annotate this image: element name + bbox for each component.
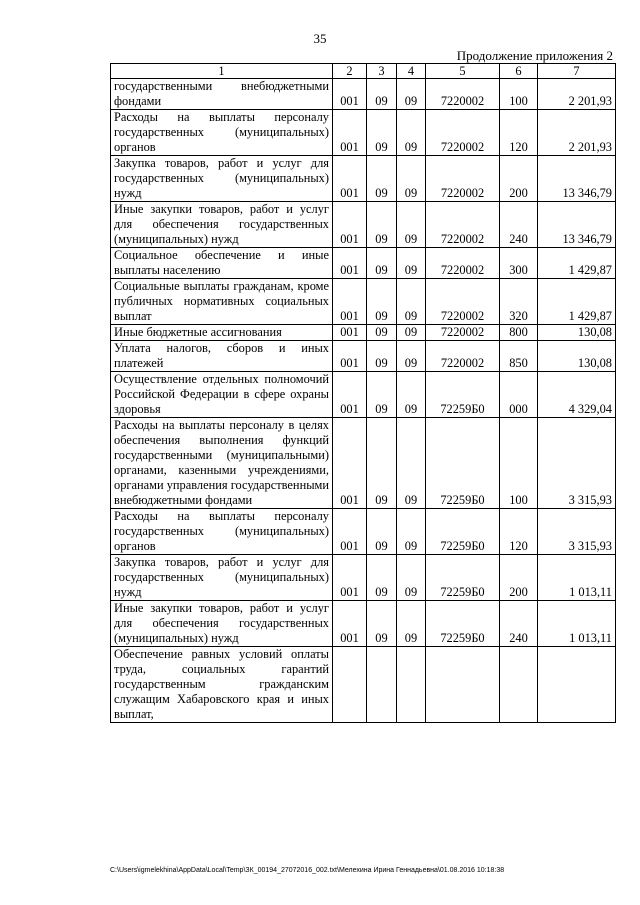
amount-cell: 1 013,11 — [538, 555, 616, 601]
target-item-code-cell: 72259Б0 — [426, 509, 500, 555]
item-name-cell: Расходы на выплаты персоналу государственных (муниципальных) органов — [111, 110, 333, 156]
subsection-code-cell: 09 — [397, 372, 426, 418]
item-name-cell: Социальные выплаты гражданам, кроме публичных нормативных социальных выплат — [111, 279, 333, 325]
amount-cell: 4 329,04 — [538, 372, 616, 418]
table-row — [111, 110, 616, 156]
section-code-cell: 09 — [367, 248, 397, 279]
section-code-cell — [367, 647, 397, 723]
section-code-cell: 09 — [367, 79, 397, 110]
item-name-cell: Иные закупки товаров, работ и услуг для обеспечения государственных (муниципальных) нужд — [111, 601, 333, 647]
subsection-code-cell: 09 — [397, 341, 426, 372]
section-code-cell: 09 — [367, 509, 397, 555]
table-row — [111, 79, 616, 110]
item-name-cell: Обеспечение равных условий оплаты труда, социальных гарантий государственным гражданским служащим Хабаровского края и иных выплат, — [111, 647, 333, 723]
column-header: 1 — [111, 64, 333, 79]
target-item-code-cell: 7220002 — [426, 279, 500, 325]
subsection-code-cell: 09 — [397, 202, 426, 248]
subsection-code-cell — [397, 647, 426, 723]
subsection-code-cell: 09 — [397, 555, 426, 601]
table-row — [111, 248, 616, 279]
ministry-code-cell: 001 — [333, 110, 367, 156]
item-name-cell: Уплата налогов, сборов и иных платежей — [111, 341, 333, 372]
amount-cell: 130,08 — [538, 341, 616, 372]
table-row — [111, 509, 616, 555]
target-item-code-cell: 7220002 — [426, 325, 500, 341]
target-item-code-cell: 72259Б0 — [426, 555, 500, 601]
amount-cell: 13 346,79 — [538, 156, 616, 202]
table-row — [111, 279, 616, 325]
expense-type-code-cell: 100 — [500, 418, 538, 509]
table-row — [111, 156, 616, 202]
table-row — [111, 372, 616, 418]
table-header-row — [111, 64, 616, 79]
table-row — [111, 647, 616, 723]
target-item-code-cell: 7220002 — [426, 110, 500, 156]
subsection-code-cell: 09 — [397, 79, 426, 110]
section-code-cell: 09 — [367, 202, 397, 248]
expense-type-code-cell: 000 — [500, 372, 538, 418]
ministry-code-cell: 001 — [333, 156, 367, 202]
expense-type-code-cell: 240 — [500, 202, 538, 248]
ministry-code-cell — [333, 647, 367, 723]
column-header: 7 — [538, 64, 616, 79]
amount-cell: 1 429,87 — [538, 248, 616, 279]
budget-table — [110, 63, 616, 723]
item-name-cell: Закупка товаров, работ и услуг для государственных (муниципальных) нужд — [111, 555, 333, 601]
item-name-cell: государственными внебюджетными фондами — [111, 79, 333, 110]
ministry-code-cell: 001 — [333, 79, 367, 110]
subsection-code-cell: 09 — [397, 279, 426, 325]
item-name-cell: Социальное обеспечение и иные выплаты населению — [111, 248, 333, 279]
amount-cell: 13 346,79 — [538, 202, 616, 248]
table-row — [111, 601, 616, 647]
target-item-code-cell: 7220002 — [426, 156, 500, 202]
expense-type-code-cell: 240 — [500, 601, 538, 647]
target-item-code-cell: 72259Б0 — [426, 418, 500, 509]
expense-type-code-cell: 300 — [500, 248, 538, 279]
section-code-cell: 09 — [367, 156, 397, 202]
file-path-footer: C:\Users\igmelekhina\AppData\Local\Temp\ЗК_00194_27072016_002.txt\Мелехина Ирина Геннадьевна\01.08.2016 10:18:38 — [110, 867, 505, 874]
appendix-continuation-label: Продолжение приложения 2 — [456, 48, 613, 63]
ministry-code-cell: 001 — [333, 248, 367, 279]
amount-cell — [538, 647, 616, 723]
target-item-code-cell — [426, 647, 500, 723]
expense-type-code-cell: 120 — [500, 110, 538, 156]
expense-type-code-cell: 320 — [500, 279, 538, 325]
amount-cell: 130,08 — [538, 325, 616, 341]
section-code-cell: 09 — [367, 418, 397, 509]
subsection-code-cell: 09 — [397, 156, 426, 202]
target-item-code-cell: 72259Б0 — [426, 601, 500, 647]
ministry-code-cell: 001 — [333, 372, 367, 418]
table-row — [111, 555, 616, 601]
target-item-code-cell: 7220002 — [426, 202, 500, 248]
target-item-code-cell: 72259Б0 — [426, 372, 500, 418]
page-number: 35 — [313, 31, 327, 46]
column-header: 6 — [500, 64, 538, 79]
expense-type-code-cell — [500, 647, 538, 723]
ministry-code-cell: 001 — [333, 509, 367, 555]
ministry-code-cell: 001 — [333, 555, 367, 601]
ministry-code-cell: 001 — [333, 418, 367, 509]
column-header: 4 — [397, 64, 426, 79]
section-code-cell: 09 — [367, 341, 397, 372]
subsection-code-cell: 09 — [397, 418, 426, 509]
expense-type-code-cell: 100 — [500, 79, 538, 110]
column-header: 3 — [367, 64, 397, 79]
ministry-code-cell: 001 — [333, 279, 367, 325]
subsection-code-cell: 09 — [397, 601, 426, 647]
expense-type-code-cell: 200 — [500, 555, 538, 601]
amount-cell: 2 201,93 — [538, 79, 616, 110]
table-row — [111, 325, 616, 341]
target-item-code-cell: 7220002 — [426, 79, 500, 110]
item-name-cell: Иные бюджетные ассигнования — [111, 325, 333, 341]
target-item-code-cell: 7220002 — [426, 341, 500, 372]
section-code-cell: 09 — [367, 601, 397, 647]
item-name-cell: Расходы на выплаты персоналу государственных (муниципальных) органов — [111, 509, 333, 555]
amount-cell: 1 013,11 — [538, 601, 616, 647]
section-code-cell: 09 — [367, 372, 397, 418]
section-code-cell: 09 — [367, 279, 397, 325]
ministry-code-cell: 001 — [333, 601, 367, 647]
section-code-cell: 09 — [367, 110, 397, 156]
subsection-code-cell: 09 — [397, 509, 426, 555]
amount-cell: 3 315,93 — [538, 509, 616, 555]
expense-type-code-cell: 120 — [500, 509, 538, 555]
subsection-code-cell: 09 — [397, 325, 426, 341]
item-name-cell: Иные закупки товаров, работ и услуг для обеспечения государственных (муниципальных) нужд — [111, 202, 333, 248]
subsection-code-cell: 09 — [397, 248, 426, 279]
item-name-cell: Расходы на выплаты персоналу в целях обеспечения выполнения функций государственными (муниципальными) органами, казенными учреждениями, органами управления государственными внебюджетными фондами — [111, 418, 333, 509]
subsection-code-cell: 09 — [397, 110, 426, 156]
item-name-cell: Закупка товаров, работ и услуг для государственных (муниципальных) нужд — [111, 156, 333, 202]
item-name-cell: Осуществление отдельных полномочий Российской Федерации в сфере охраны здоровья — [111, 372, 333, 418]
amount-cell: 1 429,87 — [538, 279, 616, 325]
expense-type-code-cell: 200 — [500, 156, 538, 202]
ministry-code-cell: 001 — [333, 325, 367, 341]
expense-type-code-cell: 850 — [500, 341, 538, 372]
amount-cell: 3 315,93 — [538, 418, 616, 509]
column-header: 5 — [426, 64, 500, 79]
ministry-code-cell: 001 — [333, 341, 367, 372]
target-item-code-cell: 7220002 — [426, 248, 500, 279]
table-row — [111, 341, 616, 372]
table-row — [111, 202, 616, 248]
expense-type-code-cell: 800 — [500, 325, 538, 341]
section-code-cell: 09 — [367, 325, 397, 341]
table-row — [111, 418, 616, 509]
section-code-cell: 09 — [367, 555, 397, 601]
amount-cell: 2 201,93 — [538, 110, 616, 156]
column-header: 2 — [333, 64, 367, 79]
table-body — [111, 79, 616, 723]
ministry-code-cell: 001 — [333, 202, 367, 248]
